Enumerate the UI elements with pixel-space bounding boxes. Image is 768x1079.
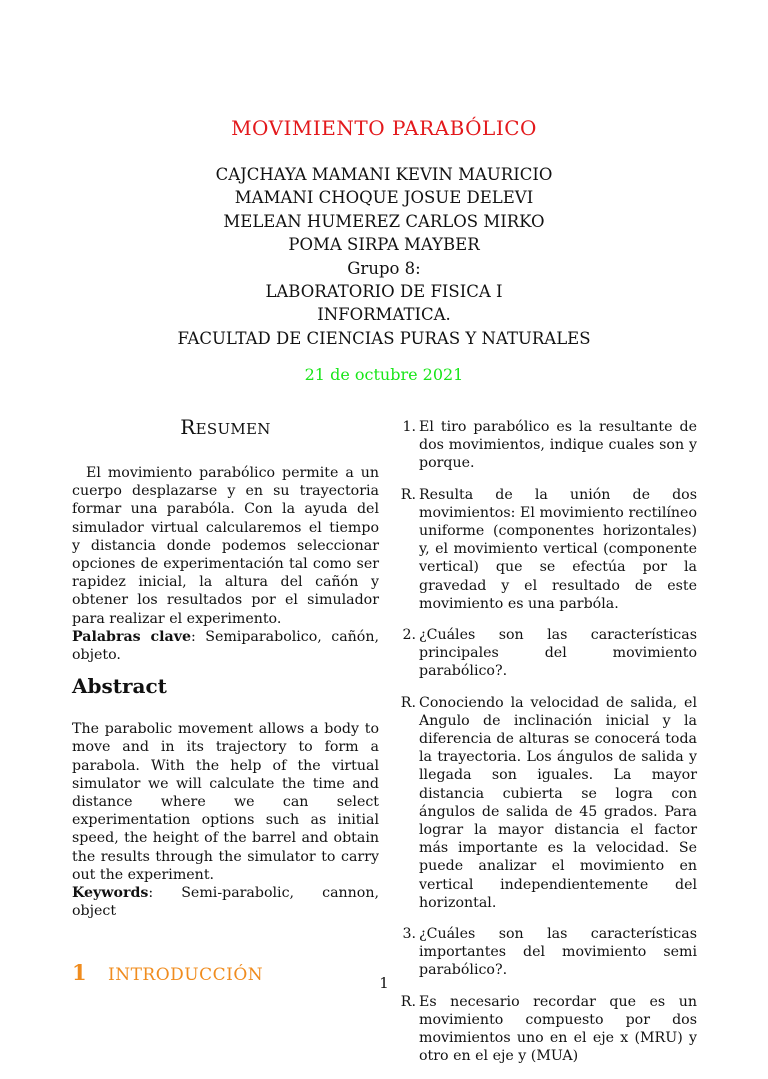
resumen-keywords bbox=[72, 628, 379, 664]
item-label: 2. bbox=[402, 627, 416, 644]
item-text: Conociendo la velocidad de salida, el Angulo de inclinación inicial y la diferencia de alturas se conocerá toda la trayectoria. Los ángulos de salida y llegada son iguales. La mayor distancia cubierta se logra con ángulos de salida de 45 grados. Para lograr la mayor distancia el factor más importante es la velocidad. Se puede analizar el movimiento en vertical independientemente del horizontal. bbox=[419, 694, 697, 911]
section-title: INTRODUCCIÓN bbox=[108, 965, 264, 986]
question-item bbox=[396, 418, 697, 473]
resumen-body: El movimiento parabólico permite a un cuerpo desplazarse y en su trayectoria formar una parabóla. Con la ayuda del simulador virtual calcularemos el tiempo y distancia donde podemos seleccionar opciones de experimentación tal como ser rapidez inicial, la altura del cañón y obtener los resultados por el simulador para realizar el experimento. bbox=[72, 465, 379, 627]
author-line: MAMANI CHOQUE JOSUE DELEVI bbox=[234, 188, 534, 208]
paper-date: 21 de octubre 2021 bbox=[304, 365, 464, 384]
author-block bbox=[0, 163, 768, 350]
keywords-text: : Semi-parabolic, cannon, object bbox=[72, 885, 379, 920]
page-number: 1 bbox=[379, 974, 389, 992]
department-line: INFORMATICA. bbox=[317, 305, 451, 325]
keywords-label: Palabras clave bbox=[72, 628, 191, 645]
resumen-heading-rest: ESUMEN bbox=[195, 420, 271, 438]
answer-item bbox=[396, 486, 697, 613]
item-text: ¿Cuáles son las características principales del movimiento parabólico?. bbox=[419, 627, 697, 680]
keywords-text: : Semiparabolico, cañón, objeto. bbox=[72, 628, 379, 664]
author-line: POMA SIRPA MAYBER bbox=[288, 235, 480, 255]
course-line: LABORATORIO DE FISICA I bbox=[265, 282, 503, 302]
left-column bbox=[72, 415, 379, 985]
author-line: MELEAN HUMEREZ CARLOS MIRKO bbox=[223, 211, 545, 231]
keywords-label: Keywords bbox=[72, 885, 149, 902]
item-text: ¿Cuáles son las características importantes del movimiento semi parabólico?. bbox=[419, 926, 697, 979]
item-label: R. bbox=[400, 694, 416, 711]
item-text: El tiro parabólico es la resultante de dos movimientos, indique cuales son y porque. bbox=[419, 419, 697, 472]
resumen-heading-initial: R bbox=[180, 415, 196, 439]
item-label: R. bbox=[400, 486, 416, 503]
abstract-body: The parabolic movement allows a body to move and in its trajectory to form a parabola. With the help of the virtual simulator we will calculate the time and distance where we can select experimentation options such as initial speed, the height of the barrel and obtain the results through the simulator to carry out the experiment. bbox=[72, 721, 379, 883]
resumen-heading bbox=[72, 415, 379, 439]
item-label: 3. bbox=[402, 926, 416, 943]
abstract-heading: Abstract bbox=[72, 674, 167, 699]
item-text: Es necesario recordar que es un movimiento compuesto por dos movimientos uno en el eje x (MRU) y otro en el eje y (MUA) bbox=[419, 993, 697, 1065]
paper-title: MOVIMIENTO PARABÓLICO bbox=[231, 116, 537, 140]
answer-item bbox=[396, 993, 697, 1066]
item-label: 1. bbox=[402, 419, 416, 435]
answer-item bbox=[396, 694, 697, 912]
question-item bbox=[396, 925, 697, 980]
section-number: 1 bbox=[72, 960, 87, 986]
group-line: Grupo 8: bbox=[347, 258, 421, 278]
item-label: R. bbox=[400, 993, 416, 1010]
question-item bbox=[396, 626, 697, 681]
item-text: Resulta de la unión de dos movimientos: El movimiento rectilíneo uniforme (componentes horizontales) y, el movimiento vertical (componente vertical) que se efectúa por la gravedad y el resultado de este movimiento es una parbóla. bbox=[419, 486, 697, 612]
author-line: CAJCHAYA MAMANI KEVIN MAURICIO bbox=[215, 165, 553, 184]
faculty-line: FACULTAD DE CIENCIAS PURAS Y NATURALES bbox=[177, 328, 591, 348]
abstract-keywords bbox=[72, 884, 379, 920]
